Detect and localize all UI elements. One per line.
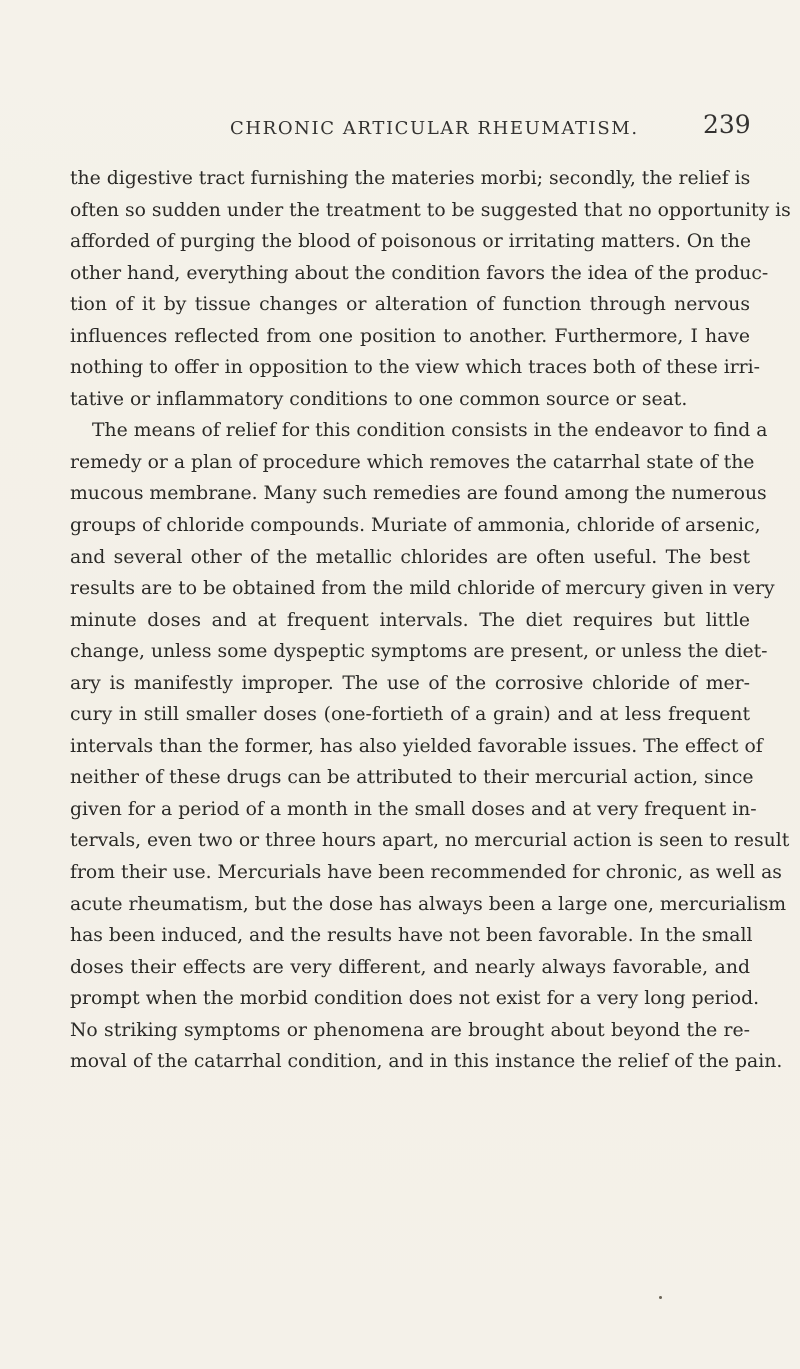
text-line: from their use. Mercurials have been recommended for chronic, as well as xyxy=(70,862,782,884)
text-line: tion of it by tissue changes or alteration of function through nervous xyxy=(70,294,750,316)
text-line: given for a period of a month in the small doses and at very frequent in- xyxy=(70,798,757,820)
text-line: and several other of the metallic chlorides are often useful. The best xyxy=(70,546,750,568)
paper-speck xyxy=(659,1296,662,1299)
running-header xyxy=(0,110,800,148)
text-line: tervals, even two or three hours apart, no mercurial action is seen to result xyxy=(70,830,790,852)
text-line: acute rheumatism, but the dose has always been a large one, mercurialism xyxy=(70,893,787,915)
text-line: groups of chloride compounds. Muriate of ammonia, chloride of arsenic, xyxy=(70,515,761,537)
text-line: ary is manifestly improper. The use of the corrosive chloride of mer- xyxy=(70,672,750,694)
text-line: change, unless some dyspeptic symptoms are present, or unless the diet- xyxy=(70,641,768,663)
text-line: neither of these drugs can be attributed to their mercurial action, since xyxy=(70,767,754,789)
text-line: afforded of purging the blood of poisonous or irritating matters. On the xyxy=(70,231,751,253)
text-line: has been induced, and the results have not been favorable. In the small xyxy=(70,925,753,947)
paragraph-first-line: The means of relief for this condition consists in the endeavor to find a xyxy=(92,420,768,442)
text-line: remedy or a plan of procedure which removes the catarrhal state of the xyxy=(70,451,755,473)
page-number: 239 xyxy=(703,110,751,139)
text-line: tative or inflammatory conditions to one common source or seat. xyxy=(70,388,688,410)
running-title: CHRONIC ARTICULAR RHEUMATISM. xyxy=(230,118,639,139)
text-line: doses their effects are very different, and nearly always favorable, and xyxy=(70,956,750,978)
text-line: other hand, everything about the condition favors the idea of the produc- xyxy=(70,262,769,284)
text-line: mucous membrane. Many such remedies are found among the numerous xyxy=(70,483,767,505)
body-text xyxy=(70,163,791,1078)
text-line: the digestive tract furnishing the materies morbi; secondly, the relief is xyxy=(70,168,751,189)
text-line: No striking symptoms or phenomena are brought about beyond the re- xyxy=(70,1019,750,1041)
text-line: cury in still smaller doses (one-fortieth of a grain) and at less frequent xyxy=(70,704,750,726)
text-line: minute doses and at frequent intervals. The diet requires but little xyxy=(70,609,750,631)
text-line: influences reflected from one position to another. Furthermore, I have xyxy=(70,325,750,347)
text-line: moval of the catarrhal condition, and in this instance the relief of the pain. xyxy=(70,1051,783,1073)
text-line: prompt when the morbid condition does not exist for a very long period. xyxy=(70,988,760,1010)
text-line: results are to be obtained from the mild chloride of mercury given in very xyxy=(70,578,775,600)
text-line: often so sudden under the treatment to be suggested that no opportunity is xyxy=(70,199,791,221)
text-line: nothing to offer in opposition to the view which traces both of these irri- xyxy=(70,357,761,379)
text-line: intervals than the former, has also yielded favorable issues. The effect of xyxy=(70,735,763,757)
